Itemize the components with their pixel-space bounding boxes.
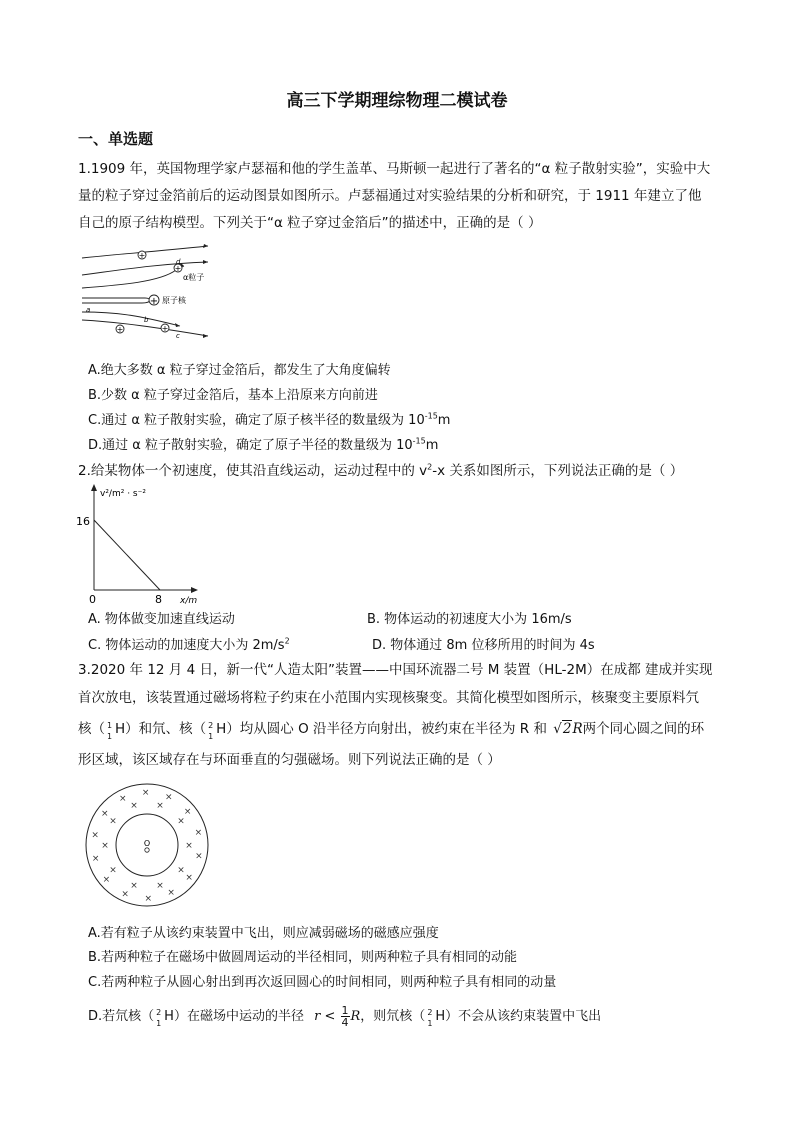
magnetic-field-cross: × xyxy=(144,894,153,904)
nucleus-plus-4: + xyxy=(116,325,124,334)
q3-option-c: C.若两种粒子从圆心射出到再次返回圆心的时间相同，则两种粒子具有相同的动量 xyxy=(88,975,557,990)
q1-alpha-scattering-figure xyxy=(80,240,210,342)
q1-option-a: A.绝大多数 α 粒子穿过金箔后，都发生了大角度偏转 xyxy=(88,363,391,378)
magnetic-field-cross: × xyxy=(183,807,192,817)
x-tick-8: 8 xyxy=(155,593,162,604)
q2-option-d: D. 物体通过 8m 位移所用的时间为 4s xyxy=(372,638,595,653)
trajectory-a xyxy=(82,298,150,303)
origin-label: 0 xyxy=(89,593,96,604)
q2-v2-x-graph xyxy=(72,482,202,604)
magnetic-field-cross: × xyxy=(109,865,117,876)
magnetic-field-cross: × xyxy=(165,792,173,803)
magnetic-field-cross: × xyxy=(185,873,193,883)
q2-option-c: C. 物体运动的加速度大小为 $2m/s^2$ xyxy=(88,636,290,653)
nucleus-plus-3: + xyxy=(149,296,159,307)
magnetic-field-cross: × xyxy=(102,875,111,885)
center-point xyxy=(145,848,149,852)
magnetic-field-cross: × xyxy=(91,854,100,865)
q3-option-b: B.若两种粒子在磁场中做圆周运动的半径相同，则两种粒子具有相同的动能 xyxy=(88,950,518,965)
magnetic-field-cross: × xyxy=(130,801,138,812)
y-axis-arrow xyxy=(91,484,97,491)
q2-option-a: A. 物体做变加速直线运动 xyxy=(88,612,235,627)
deuterium-symbol: 2 1 xyxy=(208,721,214,741)
q1-stem-line-2: 量的粒子穿过金箔前后的运动图景如图所示。卢瑟福通过对实验结果的分析和研究，于 1911 年建立了他 xyxy=(78,188,702,204)
trajectory-3 xyxy=(82,266,184,288)
q3-stem-line-2: 首次放电，该装置通过磁场将粒子约束在小范围内实现核聚变。其简化模型如图所示，核聚变主要原料氕 xyxy=(78,690,699,706)
x-axis-label: x/m xyxy=(180,596,198,604)
q3-stem-line-3: 核（ 1 1 H）和氘、核（ 2 1 H）均从圆心 O 沿半径方向射出，被约束在半径为 R 和 √2R两个同心圆之间的环 xyxy=(78,721,705,741)
magnetic-field-cross: × xyxy=(156,880,164,891)
nucleus-plus-5: + xyxy=(161,324,169,333)
q3-option-d: D.若氘核（ 2 1 H）在磁场中运动的半径 r < $\frac{1}{4}$ R，则氘核（ 2 1 H）不会从该约束装置中飞出 xyxy=(88,1004,602,1029)
magnetic-field-cross: × xyxy=(119,793,127,804)
magnetic-field-cross: × xyxy=(177,865,185,876)
magnetic-field-cross: × xyxy=(130,880,138,891)
label-c: c xyxy=(176,332,180,340)
magnetic-field-cross: × xyxy=(167,888,175,899)
section-heading: 一、单选题 xyxy=(78,130,154,148)
magnetic-field-cross: × xyxy=(195,851,203,862)
center-label: O xyxy=(143,839,151,848)
y-axis-label: v²/m² · s⁻² xyxy=(100,489,146,499)
q1-stem-line-1: 1.1909 年，英国物理学家卢瑟福和他的学生盖革、马斯顿一起进行了著名的“α 粒子散射实验”，实验中大 xyxy=(78,161,711,177)
label-a: a xyxy=(86,306,91,314)
series-line xyxy=(94,520,160,590)
nucleus-plus-2: + xyxy=(174,264,182,273)
q1-option-d: D.通过 α 粒子散射实验，确定了原子半径的数量级为 $10^{-15}m$ xyxy=(88,436,439,453)
y-tick-16: 16 xyxy=(76,515,90,528)
protium-symbol: 1 1 xyxy=(107,721,113,741)
q3-magnetic-ring-figure xyxy=(82,780,212,910)
page-title: 高三下学期理综物理二模试卷 xyxy=(286,91,508,111)
q2-option-b: B. 物体运动的初速度大小为 16m/s xyxy=(367,612,572,627)
magnetic-field-cross: × xyxy=(185,841,193,851)
magnetic-field-cross: × xyxy=(109,816,117,827)
q2-stem: 2.给某物体一个初速度，使其沿直线运动，运动过程中的 $v^2-x$ 关系如图所示，下列说法正确的是（ ） xyxy=(78,462,684,479)
magnetic-field-cross: × xyxy=(91,830,99,841)
q1-option-c: C.通过 α 粒子散射实验，确定了原子核半径的数量级为 $10^{-15}m$ xyxy=(88,411,451,428)
magnetic-field-cross: × xyxy=(194,827,203,838)
label-d: d xyxy=(176,258,181,266)
q1-stem-line-3: 自己的原子结构模型。下列关于“α 粒子穿过金箔后”的描述中，正确的是（ ） xyxy=(78,215,542,231)
nucleus-label: 原子核 xyxy=(162,296,186,305)
fraction-one-quarter: $\frac{1}{4}$ xyxy=(341,1004,349,1029)
magnetic-field-cross: × xyxy=(101,809,109,819)
q1-option-b: B.少数 α 粒子穿过金箔后，基本上沿原来方向前进 xyxy=(88,388,378,403)
magnetic-field-cross: × xyxy=(101,841,109,851)
x-axis-arrow xyxy=(191,587,198,593)
magnetic-field-cross: × xyxy=(177,816,185,827)
alpha-particle-label: α粒子 xyxy=(183,273,205,282)
sqrt2-R: √2R xyxy=(553,721,583,737)
magnetic-field-cross: × xyxy=(141,788,150,798)
q3-stem-line-1: 3.2020 年 12 月 4 日，新一代“人造太阳”装置——中国环流器二号 M 装置（HL-2M）在成都 建成并实现 xyxy=(78,662,713,678)
label-b: b xyxy=(144,316,149,324)
nucleus-plus-1: + xyxy=(138,251,146,260)
magnetic-field-cross: × xyxy=(156,801,164,812)
q3-option-a: A.若有粒子从该约束装置中飞出，则应减弱磁场的磁感应强度 xyxy=(88,926,439,941)
q3-stem-line-4: 形区域，该区域存在与环面垂直的匀强磁场。则下列说法正确的是（ ） xyxy=(78,752,501,768)
magnetic-field-cross: × xyxy=(121,889,129,900)
